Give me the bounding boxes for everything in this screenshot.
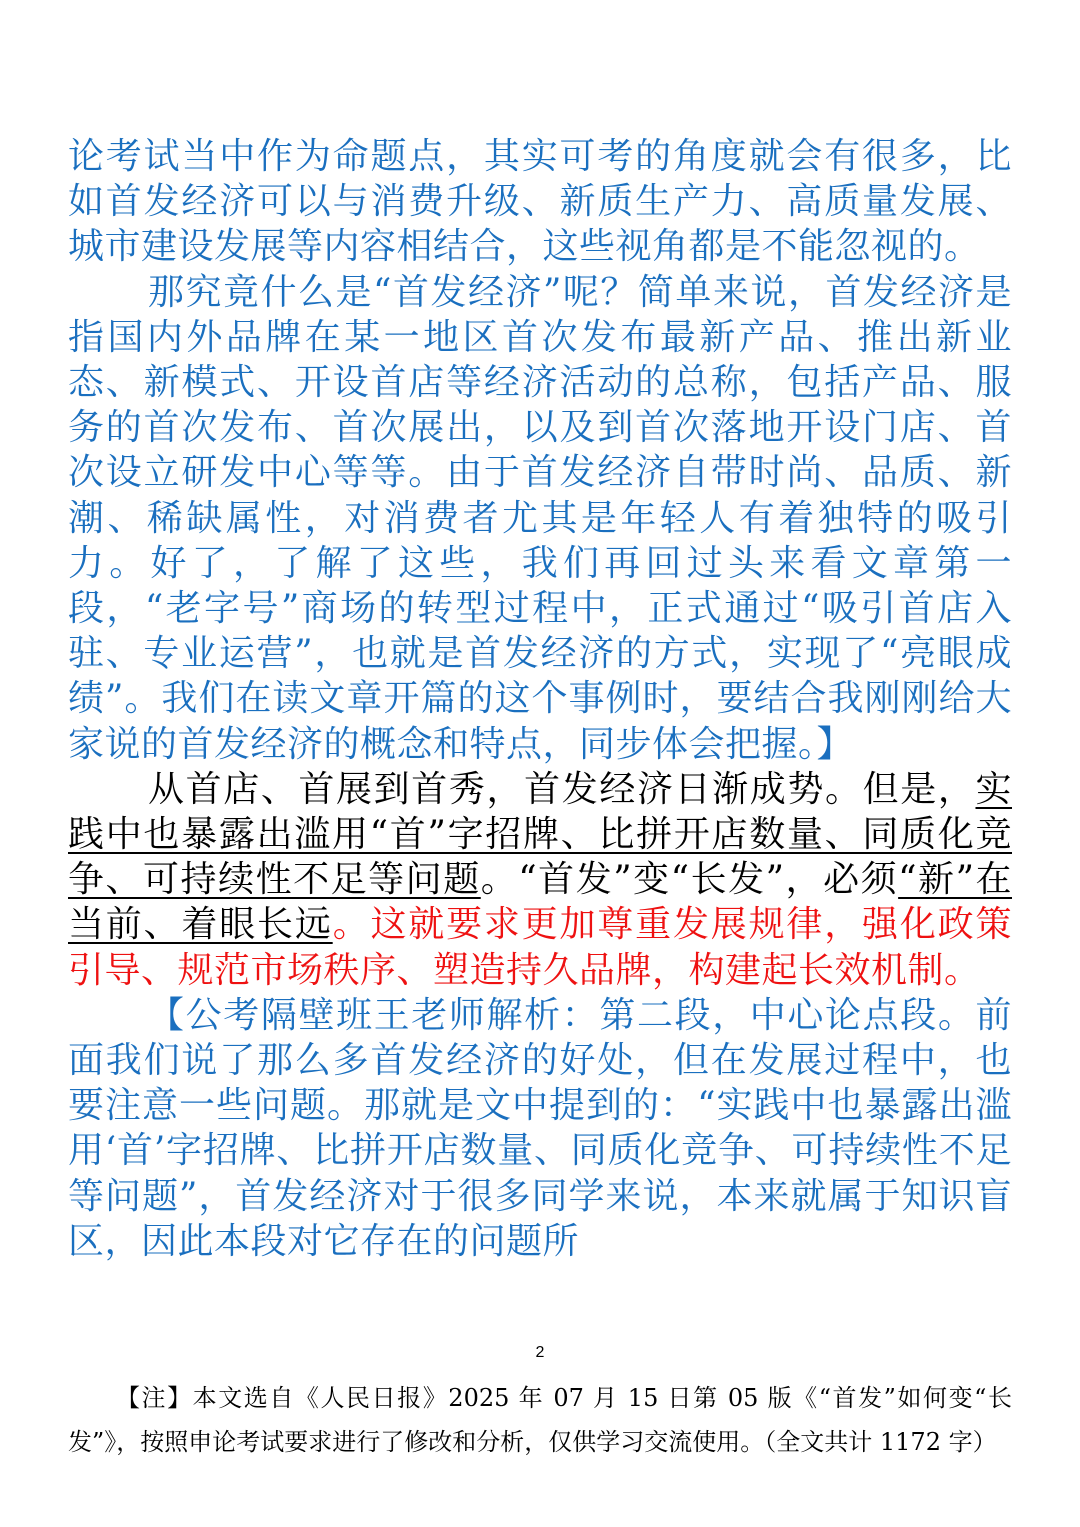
underlined-requirement-text: “新”在当前、着眼长远: [68, 859, 1012, 946]
analysis-paragraph-definition: [68, 270, 1012, 767]
underlined-problems-text: 实践中也暴露出滥用“首”字招牌、比拼开店数量、同质化竞争、可持续性不足等问题: [68, 768, 1012, 901]
article-text: 。: [332, 904, 371, 946]
analysis-text: 那究竟什么是“首发经济”呢？简单来说，首发经济是指国内外品牌在某一地区首次发布最新产品、推出新业态、新模式、开设首店等经济活动的总称，包括产品、服务的首次发布、首次展出，以及到首次落地开设门店、首次设立研发中心等等。由于首发经济自带时尚、品质、新潮、稀缺属性，对消费者尤其是年轻人有着独特的吸引力。好了，了解了这些，我们再回过头来看文章第一段，“老字号”商场的转型过程中，正式通过“吸引首店入驻、专业运营”，也就是首发经济的方式，实现了“亮眼成绩”。我们在读文章开篇的这个事例时，要结合我刚刚给大家说的首发经济的概念和特点，同步体会把握。】: [68, 271, 1012, 765]
article-body: [68, 134, 1012, 1264]
analysis-text: 【公考隔壁班王老师解析：第二段，中心论点段。前面我们说了那么多首发经济的好处，但在发展过程中，也要注意一些问题。那就是文中提到的：“实践中也暴露出滥用‘首’字招牌、比拼开店数量、同质化竞争、可持续性不足等问题”，首发经济对于很多同学来说，本来就属于知识盲区，因此本段对它存在的问题所: [68, 994, 1012, 1262]
article-text: 从首店、首展到首秀，首发经济日渐成势。但是，: [148, 768, 976, 810]
page-number: 2: [535, 1344, 545, 1361]
central-thesis-highlight: 这就要求更加尊重发展规律，强化政策引导、规范市场秩序、塑造持久品牌，构建起长效机制。: [68, 904, 1012, 991]
source-footnote: 【注】本文选自《人民日报》2025 年 07 月 15 日第 05 版《“首发”如何变“长发”》，按照申论考试要求进行了修改和分析，仅供学习交流使用。（全文共计 1172 字）: [68, 1384, 1012, 1456]
article-text: 。“首发”变“长发”，必须: [480, 859, 899, 901]
analysis-paragraph-second-section: [68, 993, 1012, 1264]
article-paragraph-two: [68, 767, 1012, 993]
analysis-text: 论考试当中作为命题点，其实可考的角度就会有很多，比如首发经济可以与消费升级、新质生产力、高质量发展、城市建设发展等内容相结合，这些视角都是不能忽视的。: [68, 136, 1012, 268]
analysis-paragraph-continued: [68, 134, 1012, 270]
